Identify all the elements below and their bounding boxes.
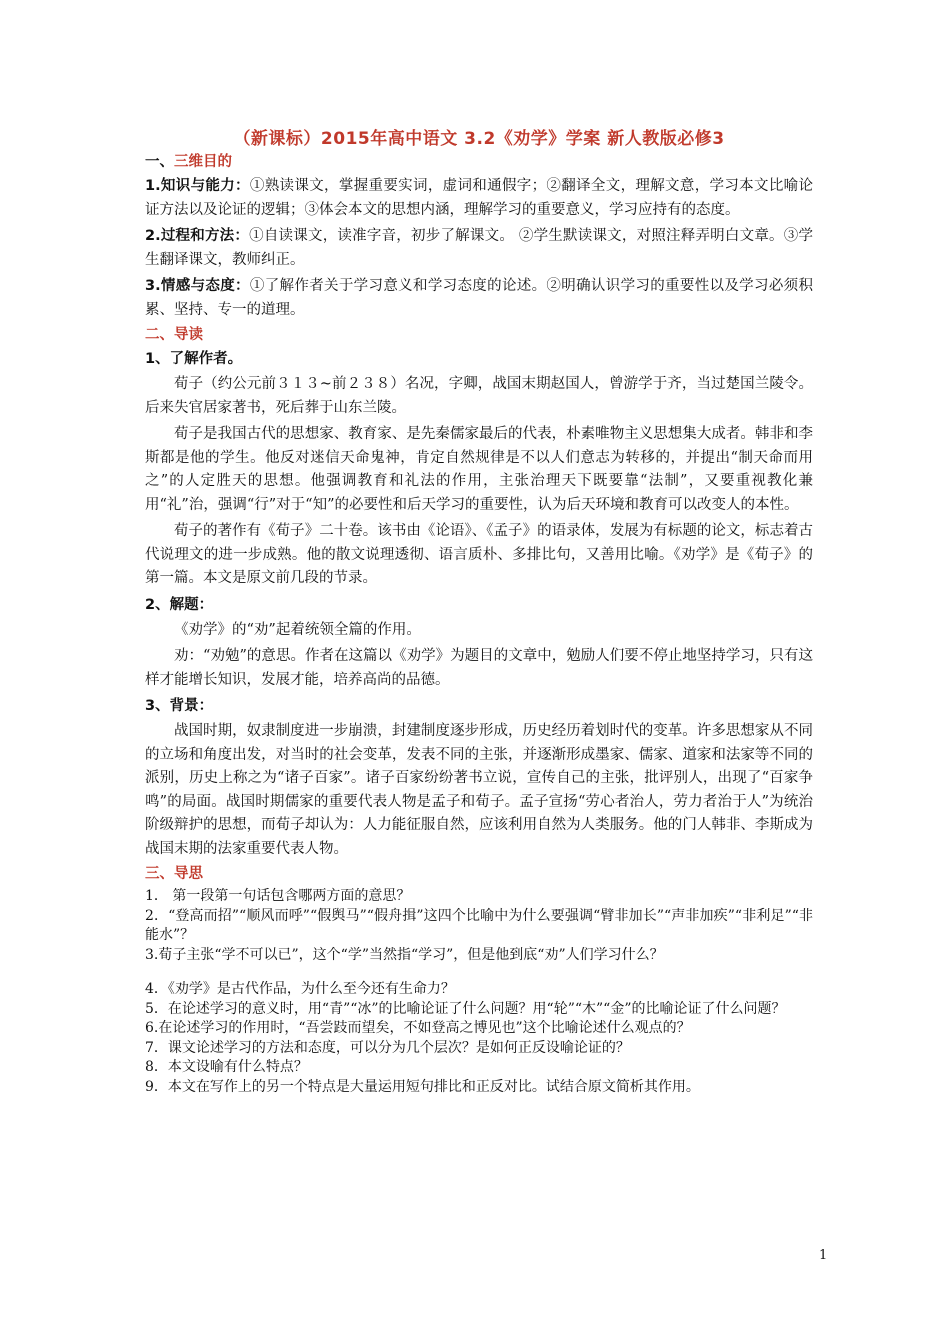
section-heading-objectives <box>145 152 813 172</box>
question-item: 9．本文在写作上的另一个特点是大量运用短句排比和正反对比。试结合原文简析其作用。 <box>145 1078 700 1095</box>
subheading-title-explanation: 2、解题： <box>145 596 214 613</box>
text-knowledge: ①熟读课文，掌握重要实词，虚词和通假字；②翻译全文，理解文意，学习本文比喻论证方法以及论证的逻辑；③体会本文的思想内涵，理解学习的重要意义，学习应持有的态度。 <box>145 178 813 218</box>
label-knowledge: 1.知识与能力： <box>145 178 250 194</box>
page-number: 1 <box>819 1248 828 1263</box>
paragraph-author-1: 荀子（约公元前３１３~前２３８）名况，字卿，战国末期赵国人，曾游学于齐，当过楚国兰陵令。后来失官居家著书，死后葬于山东兰陵。 <box>145 376 813 416</box>
question-item: 1． 第一段第一句话包含哪两方面的意思？ <box>145 888 411 904</box>
section-heading-questions <box>145 864 813 884</box>
question-item: 4．《劝学》是古代作品，为什么至今还有生命力？ <box>145 981 455 997</box>
question-item: 7．课文论述学习的方法和态度，可以分为几个层次？是如何正反设喻论证的？ <box>145 1039 630 1056</box>
paragraph-emotion <box>145 275 813 322</box>
text-emotion: ①了解作者关于学习意义和学习态度的论述。②明确认识学习的重要性以及学习必须积累、坚持、专一的道理。 <box>145 278 813 318</box>
paragraph-author-2: 荀子是我国古代的思想家、教育家、是先秦儒家最后的代表，朴素唯物主义思想集大成者。韩非和李斯都是他的学生。他反对迷信天命鬼神，肯定自然规律是不以人们意志为转移的，并提出“制天命而用之”的人定胜天的思想。他强调教育和礼法的作用，主张治理天下既要靠“法制”，又要重视教化兼用“礼”治，强调“行”对于“知”的必要性和后天学习的重要性，认为后天环境和教育可以改变人的本性。 <box>145 426 813 513</box>
document-page <box>145 124 813 1097</box>
label-process: 2.过程和方法： <box>145 228 250 244</box>
question-item: 8．本文设喻有什么特点？ <box>145 1059 308 1075</box>
label-emotion: 3.情感与态度： <box>145 278 250 294</box>
document-title: （新课标）2015年高中语文 3.2《劝学》学案 新人教版必修3 <box>233 129 725 149</box>
paragraph-knowledge <box>145 175 813 222</box>
text-process: ①自读课文，读准字音，初步了解课文。 ②学生默读课文，对照注释弄明白文章。③学生翻译课文，教师纠正。 <box>145 228 813 268</box>
paragraph-background: 战国时期，奴隶制度进一步崩溃，封建制度逐步形成，历史经历着划时代的变革。许多思想家从不同的立场和角度出发，对当时的社会变革，发表不同的主张，并逐渐形成墨家、儒家、道家和法家等不同的派别，历史上称之为“诸子百家”。诸子百家纷纷著书立说，宣传自己的主张，批评别人，出现了“百家争鸣”的局面。战国时期儒家的重要代表人物是孟子和荀子。孟子宣扬“劳心者治人，劳力者治于人”为统治阶级辩护的思想，而荀子却认为：人力能征服自然，应该利用自然为人类服务。他的门人韩非、李斯成为战国末期的法家重要代表人物。 <box>145 723 813 857</box>
question-item: 3.荀子主张“学不可以已”，这个“学”当然指“学习”，但是他到底“劝”人们学习什么？ <box>145 946 664 963</box>
section-title: 三、导思 <box>145 866 203 882</box>
section-number: 一、 <box>145 154 174 170</box>
section-title: 二、导读 <box>145 327 203 343</box>
section-title: 三维目的 <box>174 154 232 170</box>
subheading-background: 3、背景： <box>145 698 214 714</box>
paragraph-title-2: 劝：“劝勉”的意思。作者在这篇以《劝学》为题目的文章中，勉励人们要不停止地坚持学习，只有这样才能增长知识，发展才能，培养高尚的品德。 <box>145 648 813 688</box>
paragraph-author-3: 荀子的著作有《荀子》二十卷。该书由《论语》、《孟子》的语录体，发展为有标题的论文，标志着古代说理文的进一步成熟。他的散文说理透彻、语言质朴、多排比句，又善用比喻。《劝学》是《荀子》的第一篇。本文是原文前几段的节录。 <box>145 523 813 586</box>
question-item: 2．“登高而招”“顺风而呼”“假舆马”“假舟揖”这四个比喻中为什么要强调“臂非加长”“声非加疾”“非利足”“非能水”？ <box>145 907 813 943</box>
paragraph-title-1: 《劝学》的“劝”起着统领全篇的作用。 <box>174 621 421 638</box>
section-heading-guide <box>145 325 813 345</box>
subheading-author: 1、了解作者。 <box>145 351 243 367</box>
paragraph-process <box>145 225 813 272</box>
question-item: 6.在论述学习的作用时，“吾尝跂而望矣，不如登高之博见也”这个比喻论述什么观点的？ <box>145 1020 691 1036</box>
question-item: 5．在论述学习的意义时，用“青”“冰”的比喻论证了什么问题？用“轮”“木”“金”的比喻论证了什么问题？ <box>145 1000 786 1017</box>
